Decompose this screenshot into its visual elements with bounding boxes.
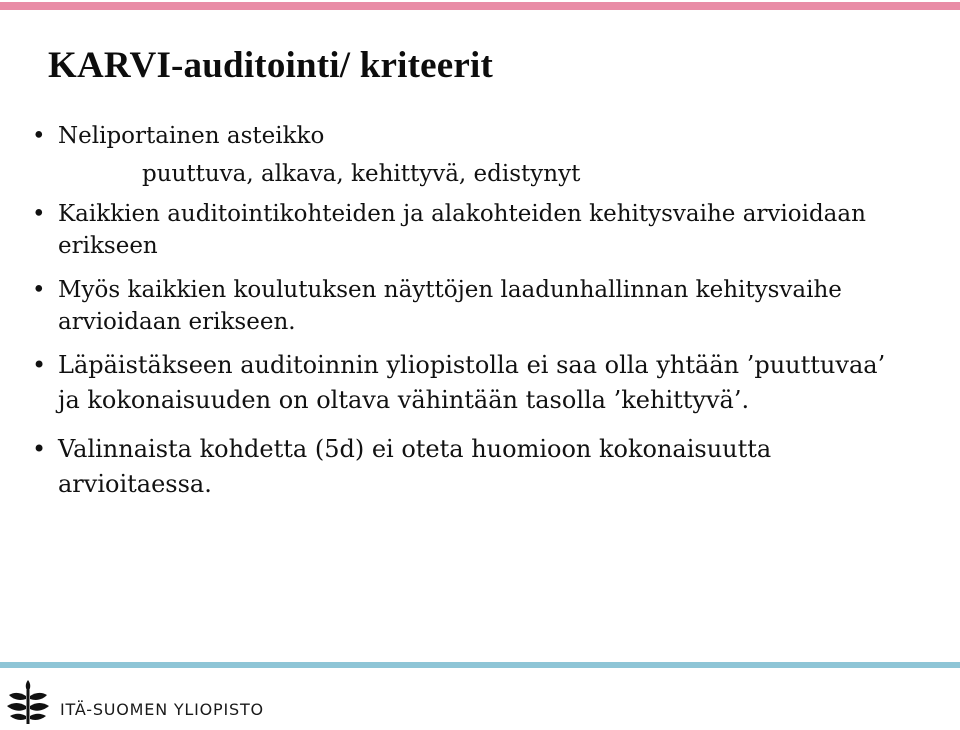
bullet-item [30,198,910,262]
bullet-item [30,348,910,418]
bullet-dot: • [32,123,46,149]
top-accent-bar [0,2,960,10]
bullet-item [30,120,910,152]
bullet-dot: • [32,201,46,227]
bullet-item [30,274,910,338]
bullet-text: Neliportainen asteikko [58,123,325,149]
bullet-dot: • [32,435,47,463]
university-name: ITÄ-SUOMEN YLIOPISTO [60,700,264,719]
bullet-text: Myös kaikkien koulutuksen näyttöjen laadunhallinnan kehitysvaihe arvioidaan erikseen. [58,277,842,335]
uef-leaf-logo-icon [6,680,50,726]
bullet-list [30,120,910,502]
bullet-text: Läpäistäkseen auditoinnin yliopistolla ei saa olla yhtään ’puuttuvaa’ ja kokonaisuuden on oltava vähintään tasolla ’kehittyvä’. [58,351,886,414]
scale-levels: puuttuva, alkava, kehittyvä, edistynyt [142,161,581,187]
bullet-text: Valinnaista kohdetta (5d) ei oteta huomioon kokonaisuutta arvioitaessa. [58,435,772,498]
bottom-accent-bar [0,662,960,668]
bullet-text: Kaikkien auditointikohteiden ja alakohteiden kehitysvaihe arvioidaan erikseen [58,201,866,259]
bullet-dot: • [32,277,46,303]
slide-title: KARVI-auditointi/ kriteerit [48,45,493,86]
bullet-item [30,432,910,502]
bullet-dot: • [32,351,47,379]
